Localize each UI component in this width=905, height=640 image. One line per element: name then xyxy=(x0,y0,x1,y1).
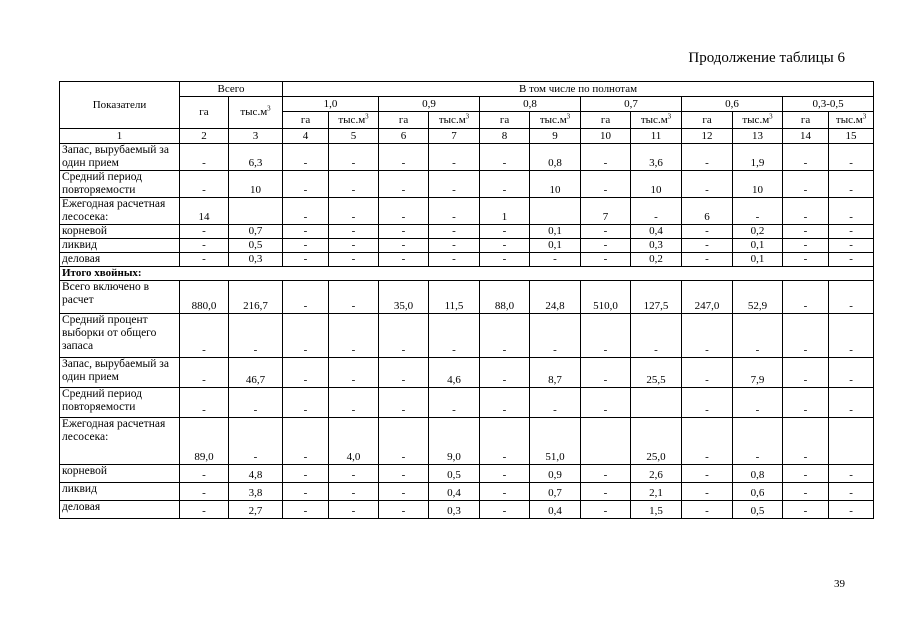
table-cell: - xyxy=(829,171,874,198)
table-cell: 0,8 xyxy=(530,144,581,171)
table-cell: - xyxy=(829,144,874,171)
row-label: Запас, вырубаемый за один прием xyxy=(60,358,180,388)
table-cell: 0,3 xyxy=(429,501,480,519)
table-cell: - xyxy=(682,314,733,358)
table-cell: - xyxy=(829,225,874,239)
column-number: 13 xyxy=(733,129,783,144)
table-cell: - xyxy=(480,171,530,198)
table-cell: 0,2 xyxy=(733,225,783,239)
table-cell: - xyxy=(733,198,783,225)
column-numbers-row xyxy=(60,129,874,144)
table-cell: - xyxy=(283,144,329,171)
table-cell: - xyxy=(379,465,429,483)
header-total-ha: га xyxy=(180,97,229,129)
table-cell: - xyxy=(283,388,329,418)
table-cell: - xyxy=(829,358,874,388)
table-cell: 10 xyxy=(530,171,581,198)
header-density: 0,8 xyxy=(480,97,581,112)
table-cell: 247,0 xyxy=(682,281,733,314)
table-cell: - xyxy=(581,144,631,171)
table-cell: - xyxy=(329,281,379,314)
table-cell: 0,6 xyxy=(733,483,783,501)
table-cell: - xyxy=(783,314,829,358)
table-row xyxy=(60,465,874,483)
table-cell: 1 xyxy=(480,198,530,225)
header-unit-ha: га xyxy=(581,112,631,129)
table-cell: - xyxy=(379,144,429,171)
table-cell: - xyxy=(379,239,429,253)
table-cell: 0,2 xyxy=(631,253,682,267)
table-cell: 10 xyxy=(631,171,682,198)
table-cell: 3,8 xyxy=(229,483,283,501)
table-cell: 3,6 xyxy=(631,144,682,171)
table-cell: - xyxy=(581,225,631,239)
table-cell: - xyxy=(829,281,874,314)
table-cell: - xyxy=(733,418,783,465)
table-cell: 46,7 xyxy=(229,358,283,388)
table-cell: - xyxy=(829,483,874,501)
table-cell: 0,1 xyxy=(733,239,783,253)
table-cell: 10 xyxy=(229,171,283,198)
table-cell: - xyxy=(581,253,631,267)
row-label: корневой xyxy=(60,225,180,239)
table-cell: - xyxy=(329,253,379,267)
table-cell: - xyxy=(480,358,530,388)
table-cell: - xyxy=(631,314,682,358)
table-cell: - xyxy=(829,314,874,358)
header-including: В том числе по полнотам xyxy=(283,82,874,97)
table-cell: - xyxy=(429,171,480,198)
table-cell: - xyxy=(783,239,829,253)
table-cell: - xyxy=(329,388,379,418)
table-cell: - xyxy=(480,501,530,519)
table-cell: - xyxy=(329,144,379,171)
table-cell: - xyxy=(379,225,429,239)
table-cell: - xyxy=(682,253,733,267)
table-row xyxy=(60,358,874,388)
header-unit-ha: га xyxy=(480,112,530,129)
table-row xyxy=(60,198,874,225)
table-cell: - xyxy=(229,314,283,358)
row-label: деловая xyxy=(60,501,180,519)
table-cell: 0,9 xyxy=(530,465,581,483)
table-cell: - xyxy=(283,358,329,388)
table-cell: - xyxy=(180,388,229,418)
table-cell: 0,1 xyxy=(530,225,581,239)
table-cell: - xyxy=(379,483,429,501)
column-number: 8 xyxy=(480,129,530,144)
table-cell: - xyxy=(180,225,229,239)
column-number: 11 xyxy=(631,129,682,144)
table-cell: - xyxy=(581,465,631,483)
table-cell: - xyxy=(829,253,874,267)
table-cell: 216,7 xyxy=(229,281,283,314)
header-unit-volume: $тыс.м^3$ xyxy=(733,112,783,129)
table-cell: - xyxy=(429,198,480,225)
table-cell: - xyxy=(379,253,429,267)
table-cell: - xyxy=(829,239,874,253)
header-unit-volume: $тыс.м^3$ xyxy=(329,112,379,129)
table-cell: - xyxy=(480,483,530,501)
table-cell: - xyxy=(682,239,733,253)
row-label: ликвид xyxy=(60,239,180,253)
table-cell: 4,6 xyxy=(429,358,480,388)
header-density: 0,6 xyxy=(682,97,783,112)
table-cell: 8,7 xyxy=(530,358,581,388)
table-cell: - xyxy=(480,239,530,253)
table-cell: - xyxy=(682,418,733,465)
table-cell: - xyxy=(283,314,329,358)
table-cell: - xyxy=(480,418,530,465)
table-cell: 0,4 xyxy=(530,501,581,519)
table-cell: - xyxy=(379,314,429,358)
table-cell: - xyxy=(783,144,829,171)
table-row xyxy=(60,501,874,519)
table-cell: - xyxy=(829,501,874,519)
header-unit-ha: га xyxy=(783,112,829,129)
table-row xyxy=(60,171,874,198)
table-cell: 2,7 xyxy=(229,501,283,519)
table-cell: - xyxy=(379,501,429,519)
column-number: 15 xyxy=(829,129,874,144)
table-cell: 127,5 xyxy=(631,281,682,314)
table-cell: - xyxy=(682,483,733,501)
table-cell xyxy=(829,418,874,465)
table-cell: - xyxy=(429,388,480,418)
table-cell: - xyxy=(581,388,631,418)
table-cell: - xyxy=(329,483,379,501)
table-cell: 0,1 xyxy=(733,253,783,267)
table-cell: - xyxy=(480,388,530,418)
row-label: Средний период повторяемости xyxy=(60,388,180,418)
row-label: ликвид xyxy=(60,483,180,501)
table-cell: - xyxy=(229,388,283,418)
header-unit-ha: га xyxy=(379,112,429,129)
table-cell: - xyxy=(530,314,581,358)
row-label: Запас, вырубаемый за один прием xyxy=(60,144,180,171)
table-cell: - xyxy=(429,314,480,358)
column-number: 1 xyxy=(60,129,180,144)
table-cell: - xyxy=(379,198,429,225)
table-cell: - xyxy=(783,418,829,465)
table-cell: - xyxy=(783,388,829,418)
table-cell: 880,0 xyxy=(180,281,229,314)
table-cell: 7 xyxy=(581,198,631,225)
header-density: 0,7 xyxy=(581,97,682,112)
table-cell: - xyxy=(480,314,530,358)
table-cell: - xyxy=(379,418,429,465)
table-cell: 10 xyxy=(733,171,783,198)
table-row xyxy=(60,418,874,465)
table-cell: 4,8 xyxy=(229,465,283,483)
table-cell: 0,5 xyxy=(429,465,480,483)
table-cell: - xyxy=(783,501,829,519)
table-cell: - xyxy=(429,144,480,171)
header-unit-volume: $тыс.м^3$ xyxy=(530,112,581,129)
section-row xyxy=(60,267,874,281)
table-cell: - xyxy=(180,239,229,253)
table-cell: 2,6 xyxy=(631,465,682,483)
table-cell: - xyxy=(783,171,829,198)
table-row xyxy=(60,483,874,501)
table-cell: - xyxy=(329,198,379,225)
table-row xyxy=(60,314,874,358)
table-cell: - xyxy=(429,239,480,253)
table-cell: - xyxy=(329,314,379,358)
row-label: корневой xyxy=(60,465,180,483)
table-cell xyxy=(581,418,631,465)
table-cell: - xyxy=(581,171,631,198)
row-label: Всего включено в расчет xyxy=(60,281,180,314)
table-cell: - xyxy=(682,358,733,388)
table-cell: 0,5 xyxy=(733,501,783,519)
header-unit-volume: $тыс.м^3$ xyxy=(429,112,480,129)
table-cell: 51,0 xyxy=(530,418,581,465)
section-title: Итого хвойных: xyxy=(60,267,874,281)
table-cell: - xyxy=(581,483,631,501)
table-cell: - xyxy=(180,483,229,501)
table-cell: - xyxy=(180,358,229,388)
table-cell: - xyxy=(783,483,829,501)
table-row xyxy=(60,225,874,239)
table-cell: 88,0 xyxy=(480,281,530,314)
column-number: 2 xyxy=(180,129,229,144)
table-cell: - xyxy=(530,253,581,267)
column-number: 14 xyxy=(783,129,829,144)
table-cell: - xyxy=(283,418,329,465)
column-number: 9 xyxy=(530,129,581,144)
table-cell: - xyxy=(682,501,733,519)
table-cell: - xyxy=(283,239,329,253)
table-cell: 35,0 xyxy=(379,281,429,314)
table-cell: 1,9 xyxy=(733,144,783,171)
table-cell: 6 xyxy=(682,198,733,225)
table-cell: - xyxy=(682,388,733,418)
table-cell: - xyxy=(283,225,329,239)
table-cell: 11,5 xyxy=(429,281,480,314)
table-cell: - xyxy=(379,388,429,418)
table-cell: 89,0 xyxy=(180,418,229,465)
table-cell: - xyxy=(283,253,329,267)
column-number: 10 xyxy=(581,129,631,144)
table-cell: 0,3 xyxy=(229,253,283,267)
row-label: деловая xyxy=(60,253,180,267)
table-cell: - xyxy=(480,144,530,171)
table-cell: - xyxy=(682,144,733,171)
table-cell: - xyxy=(783,198,829,225)
table-cell: 0,8 xyxy=(733,465,783,483)
table-cell: - xyxy=(283,501,329,519)
table-row xyxy=(60,388,874,418)
table-cell: - xyxy=(180,314,229,358)
table-cell: - xyxy=(631,198,682,225)
header-unit-ha: га xyxy=(682,112,733,129)
forest-table xyxy=(59,81,874,519)
column-number: 7 xyxy=(429,129,480,144)
table-cell xyxy=(229,198,283,225)
table-cell: 510,0 xyxy=(581,281,631,314)
table-cell: 2,1 xyxy=(631,483,682,501)
table-cell: - xyxy=(783,225,829,239)
table-cell: - xyxy=(180,465,229,483)
table-cell: - xyxy=(480,465,530,483)
column-number: 4 xyxy=(283,129,329,144)
column-number: 3 xyxy=(229,129,283,144)
column-number: 6 xyxy=(379,129,429,144)
row-label: Средний период повторяемости xyxy=(60,171,180,198)
table-cell: 0,1 xyxy=(530,239,581,253)
table-cell: - xyxy=(581,314,631,358)
column-number: 5 xyxy=(329,129,379,144)
table-cell: 4,0 xyxy=(329,418,379,465)
table-cell: - xyxy=(329,501,379,519)
table-cell: - xyxy=(530,388,581,418)
table-cell: - xyxy=(180,171,229,198)
table-cell: - xyxy=(581,358,631,388)
header-unit-ha: га xyxy=(283,112,329,129)
table-cell: - xyxy=(682,171,733,198)
table-cell: 0,5 xyxy=(229,239,283,253)
table-cell xyxy=(631,388,682,418)
table-cell: - xyxy=(829,465,874,483)
row-label: Ежегодная расчетная лесосека: xyxy=(60,198,180,225)
table-cell xyxy=(530,198,581,225)
table-row xyxy=(60,281,874,314)
table-cell: - xyxy=(783,253,829,267)
table-cell: - xyxy=(283,171,329,198)
header-total-volume: $тыс.м^3$ xyxy=(229,97,283,129)
table-cell: 14 xyxy=(180,198,229,225)
header-density: 0,3-0,5 xyxy=(783,97,874,112)
table-cell: - xyxy=(329,225,379,239)
table-cell: - xyxy=(429,225,480,239)
table-cell: - xyxy=(283,281,329,314)
table-cell: - xyxy=(329,171,379,198)
table-cell: 7,9 xyxy=(733,358,783,388)
table-cell: 1,5 xyxy=(631,501,682,519)
table-cell: - xyxy=(283,198,329,225)
table-cell: - xyxy=(329,465,379,483)
table-cell: - xyxy=(180,253,229,267)
table-cell: - xyxy=(283,465,329,483)
table-cell: - xyxy=(783,281,829,314)
table-cell: - xyxy=(581,501,631,519)
table-cell: - xyxy=(379,358,429,388)
table-cell: 25,5 xyxy=(631,358,682,388)
table-cell: - xyxy=(783,465,829,483)
table-cell: - xyxy=(329,239,379,253)
table-row xyxy=(60,144,874,171)
table-cell: - xyxy=(180,501,229,519)
table-cell: 0,7 xyxy=(229,225,283,239)
table-cell: - xyxy=(682,465,733,483)
table-cell: - xyxy=(829,388,874,418)
header-indicators: Показатели xyxy=(60,82,180,129)
header-unit-volume: $тыс.м^3$ xyxy=(631,112,682,129)
table-cell: 25,0 xyxy=(631,418,682,465)
table-caption: Продолжение таблицы 6 xyxy=(688,50,845,66)
row-label: Ежегодная расчетная лесосека: xyxy=(60,418,180,465)
table-cell: - xyxy=(682,225,733,239)
header-density: 0,9 xyxy=(379,97,480,112)
table-cell: 0,4 xyxy=(429,483,480,501)
table-cell: - xyxy=(229,418,283,465)
table-row xyxy=(60,253,874,267)
table-cell: 9,0 xyxy=(429,418,480,465)
table-cell: - xyxy=(783,358,829,388)
header-density: 1,0 xyxy=(283,97,379,112)
table-cell: - xyxy=(180,144,229,171)
table-cell: 0,3 xyxy=(631,239,682,253)
table-cell: - xyxy=(581,239,631,253)
table-cell: - xyxy=(379,171,429,198)
table-cell: 52,9 xyxy=(733,281,783,314)
table-cell: 6,3 xyxy=(229,144,283,171)
table-cell: - xyxy=(480,253,530,267)
table-cell: - xyxy=(733,314,783,358)
table-cell: 0,4 xyxy=(631,225,682,239)
table-row xyxy=(60,239,874,253)
column-number: 12 xyxy=(682,129,733,144)
row-label: Средний процент выборки от общего запаса xyxy=(60,314,180,358)
table-cell: 0,7 xyxy=(530,483,581,501)
table-cell: - xyxy=(429,253,480,267)
table-cell: 24,8 xyxy=(530,281,581,314)
header-unit-volume: $тыс.м^3$ xyxy=(829,112,874,129)
table-cell: - xyxy=(480,225,530,239)
table-cell: - xyxy=(829,198,874,225)
page-number: 39 xyxy=(834,578,845,590)
table-cell: - xyxy=(329,358,379,388)
header-total: Всего xyxy=(180,82,283,97)
table-cell: - xyxy=(733,388,783,418)
table-cell: - xyxy=(283,483,329,501)
